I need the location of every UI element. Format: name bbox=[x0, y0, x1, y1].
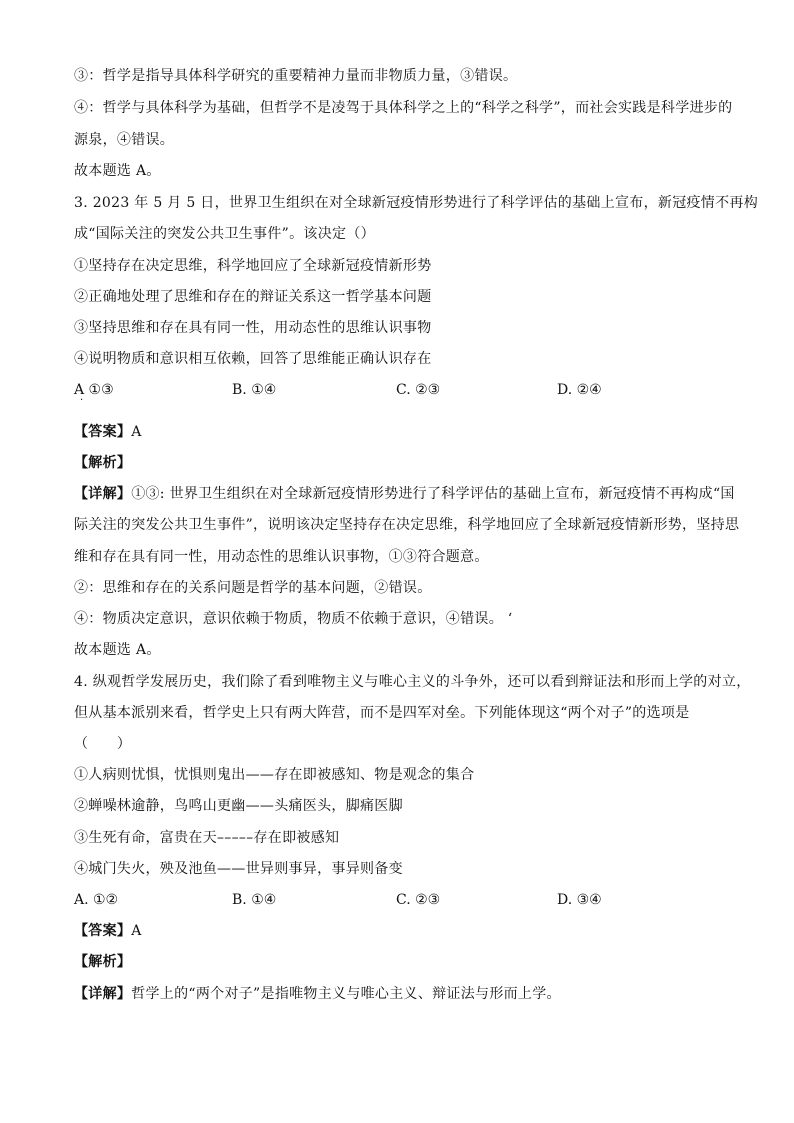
stray-mark: · bbox=[80, 395, 84, 406]
q3-analysis-item-4: ④：物质决定意识，意识依赖于物质，物质不依赖于意识，④错误。 ‘ bbox=[74, 611, 513, 627]
q4-answer-value: A bbox=[131, 923, 142, 939]
q4-stem-line-1: 4. 纵观哲学发展历史，我们除了看到唯物主义与唯心主义的斗争外，还可以看到辩证法和形而上学的对立， bbox=[74, 674, 751, 690]
q3-option-b: B. ①④ bbox=[232, 382, 277, 398]
q3-option-a: A ①③ bbox=[74, 382, 114, 398]
q3-stem-line-2: 成“国际关注的突发公共卫生事件”。该决定（） bbox=[74, 226, 375, 242]
q4-detail-text-1: 哲学上的“两个对子”是指唯物主义与唯心主义、辩证法与形而上学。 bbox=[131, 986, 561, 1002]
q4-stem-line-2: 但从基本派别来看，哲学史上只有两大阵营，而不是四军对垒。下列能体现这“两个对子”的选项是 bbox=[74, 705, 690, 721]
q4-answer bbox=[74, 921, 142, 941]
q4-stem-line-3: （ ） bbox=[74, 736, 132, 752]
q3-analysis-heading: 【解析】 bbox=[74, 455, 132, 471]
q3-item-4: ④说明物质和意识相互依赖，回答了思维能正确认识存在 bbox=[74, 351, 432, 367]
q3-item-2: ②正确地处理了思维和存在的辩证关系这一哲学基本问题 bbox=[74, 289, 432, 305]
q3-detail-line-3: 维和存在具有同一性，用动态性的思维认识事物，①③符合题意。 bbox=[74, 549, 489, 565]
q4-item-1: ①人病则忧惧，忧惧则鬼出——存在即被感知、物是观念的集合 bbox=[74, 767, 475, 783]
q3-option-c: C. ②③ bbox=[396, 382, 441, 398]
q4-item-2: ②蝉噪林逾静，鸟鸣山更幽——头痛医头，脚痛医脚 bbox=[74, 798, 403, 814]
q3-stem-line-1: 3. 2023 年 5 月 5 日，世界卫生组织在对全球新冠疫情形势进行了科学评估的基础上宣布，新冠疫情不再构 bbox=[74, 195, 758, 211]
q4-option-c: C. ②③ bbox=[396, 892, 441, 908]
q3-item-1: ①坚持存在决定思维，科学地回应了全球新冠疫情新形势 bbox=[74, 258, 432, 274]
q3-answer-value: A bbox=[131, 424, 142, 440]
q3-detail-label: 【详解】 bbox=[74, 486, 132, 502]
q4-answer-label: 【答案】 bbox=[74, 923, 132, 939]
q3-detail-line-1 bbox=[74, 484, 735, 504]
q4-option-b: B. ①④ bbox=[232, 892, 277, 908]
q3-item-3: ③坚持思维和存在具有同一性，用动态性的思维认识事物 bbox=[74, 320, 432, 336]
q4-option-a: A. ①② bbox=[74, 892, 119, 908]
q4-item-3: ③生死有命，富贵在天–––––存在即被感知 bbox=[74, 830, 340, 846]
q2-analysis-line-4a: ④：哲学与具体科学为基础，但哲学不是凌驾于具体科学之上的“科学之科学”，而社会实践是科学进步的 bbox=[74, 100, 733, 116]
q3-option-d: D. ②④ bbox=[557, 382, 602, 398]
q2-analysis-line-3: ③：哲学是指导具体科学研究的重要精神力量而非物质力量，③错误。 bbox=[74, 68, 518, 84]
q2-conclusion: 故本题选 A。 bbox=[74, 163, 161, 179]
q4-analysis-heading: 【解析】 bbox=[74, 954, 132, 970]
q4-detail-line-1 bbox=[74, 984, 561, 1004]
q2-analysis-line-4b: 源泉，④错误。 bbox=[74, 132, 175, 148]
q4-detail-label: 【详解】 bbox=[74, 986, 132, 1002]
q3-detail-line-2: 际关注的突发公共卫生事件”，说明该决定坚持存在决定思维，科学地回应了全球新冠疫情新形势，坚持思 bbox=[74, 517, 740, 533]
q4-item-4: ④城门失火，殃及池鱼——世异则事异，事异则备变 bbox=[74, 861, 403, 877]
q3-detail-text-1: ①③: 世界卫生组织在对全球新冠疫情形势进行了科学评估的基础上宣布，新冠疫情不再构成“国 bbox=[131, 486, 735, 502]
q4-option-d: D. ③④ bbox=[557, 892, 602, 908]
q3-answer-label: 【答案】 bbox=[74, 424, 132, 440]
q3-analysis-item-2: ②：思维和存在的关系问题是哲学的基本问题，②错误。 bbox=[74, 580, 432, 596]
q3-conclusion: 故本题选 A。 bbox=[74, 642, 161, 658]
q3-answer bbox=[74, 422, 142, 442]
